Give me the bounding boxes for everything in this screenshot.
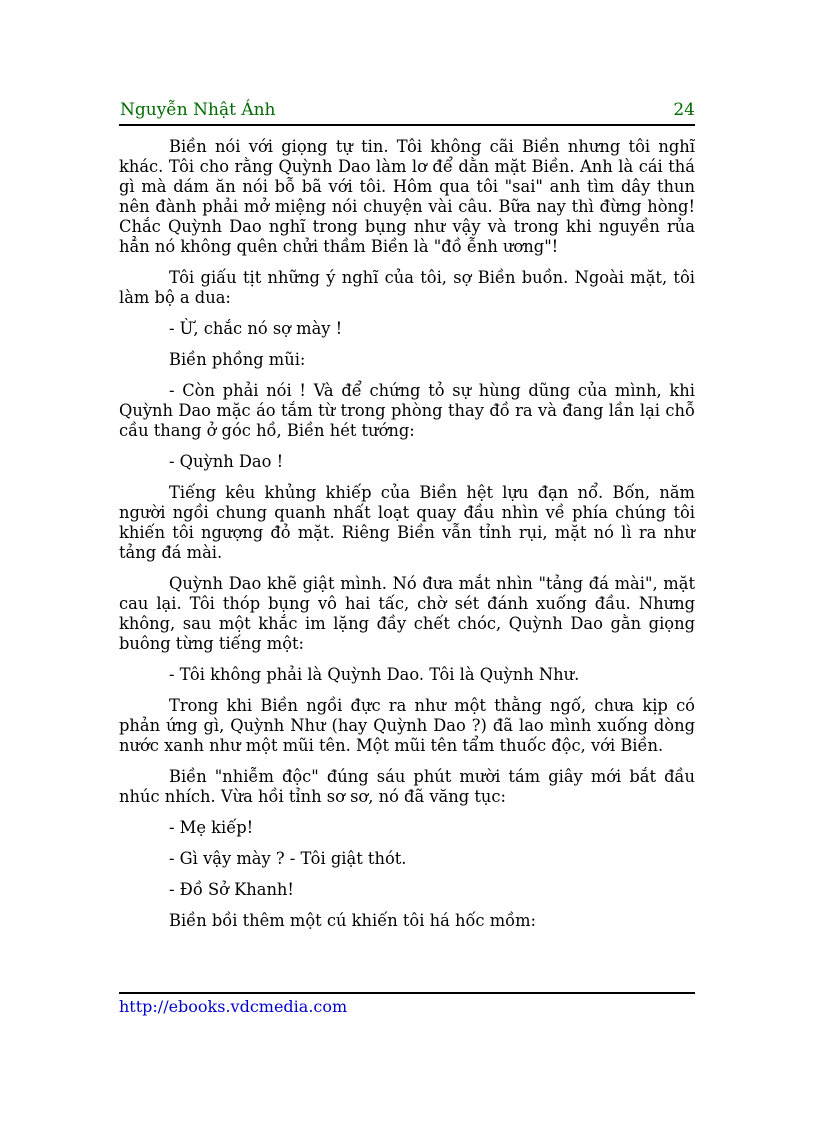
page-header: [119, 100, 695, 126]
paragraph: Tôi giấu tịt những ý nghĩ của tôi, sợ Biền buồn. Ngoài mặt, tôi làm bộ a dua:: [119, 268, 695, 307]
paragraph: Quỳnh Dao khẽ giật mình. Nó đưa mắt nhìn "tảng đá mài", mặt cau lại. Tôi thóp bụng vô hai tấc, chờ sét đánh xuống đầu. Nhưng không, sau một khắc im lặng đầy chết chóc, Quỳnh Dao gằn giọng buông từng tiếng một:: [119, 574, 695, 653]
dialogue-line: - Gì vậy mày ? - Tôi giật thót.: [169, 849, 407, 868]
dialogue-line: - Ừ, chắc nó sợ mày !: [169, 319, 343, 338]
page-number: 24: [673, 100, 695, 120]
paragraph: Tiếng kêu khủng khiếp của Biền hệt lựu đạn nổ. Bốn, năm người ngồi chung quanh nhất loạt quay đầu nhìn về phía chúng tôi khiến tôi ngượng đỏ mặt. Riêng Biền vẫn tỉnh rụi, mặt nó lì ra như tảng đá mài.: [119, 483, 695, 562]
dialogue-line: - Quỳnh Dao !: [169, 452, 284, 471]
paragraph: Trong khi Biền ngồi đực ra như một thằng ngố, chưa kịp có phản ứng gì, Quỳnh Như (hay Quỳnh Dao ?) đã lao mình xuống dòng nước xanh như một mũi tên. Một mũi tên tẩm thuốc độc, với Biền.: [119, 696, 695, 755]
paragraph: Biền "nhiễm độc" đúng sáu phút mười tám giây mới bắt đầu nhúc nhích. Vừa hồi tỉnh sơ sơ, nó đã văng tục:: [119, 767, 695, 806]
footer-divider: [119, 992, 695, 994]
header-author: Nguyễn Nhật Ánh: [120, 100, 276, 120]
dialogue-line: - Còn phải nói ! Và để chứng tỏ sự hùng dũng của mình, khi Quỳnh Dao mặc áo tắm từ trong phòng thay đồ ra và đang lần lại chỗ cầu thang ở góc hồ, Biền hét tướng:: [119, 381, 695, 440]
paragraph: Biền nói với giọng tự tin. Tôi không cãi Biền nhưng tôi nghĩ khác. Tôi cho rằng Quỳnh Dao làm lơ để dằn mặt Biền. Anh là cái thá gì mà dám ăn nói bỗ bã với tôi. Hôm qua tôi "sai" anh tìm dây thun nên đành phải mở miệng nói chuyện vài câu. Bữa nay thì đừng hòng! Chắc Quỳnh Dao nghĩ trong bụng như vậy và trong khi nguyền rủa hẳn nó không quên chửi thầm Biền là "đồ ễnh ương"!: [119, 137, 695, 256]
dialogue-line: - Mẹ kiếp!: [169, 818, 254, 837]
dialogue-line: - Đồ Sở Khanh!: [169, 880, 294, 899]
body-text: [119, 137, 695, 942]
footer-link[interactable]: http://ebooks.vdcmedia.com: [119, 997, 348, 1016]
dialogue-line: - Tôi không phải là Quỳnh Dao. Tôi là Quỳnh Như.: [169, 665, 580, 684]
paragraph: Biền phồng mũi:: [169, 350, 306, 369]
paragraph: Biền bồi thêm một cú khiến tôi há hốc mồm:: [169, 911, 537, 930]
